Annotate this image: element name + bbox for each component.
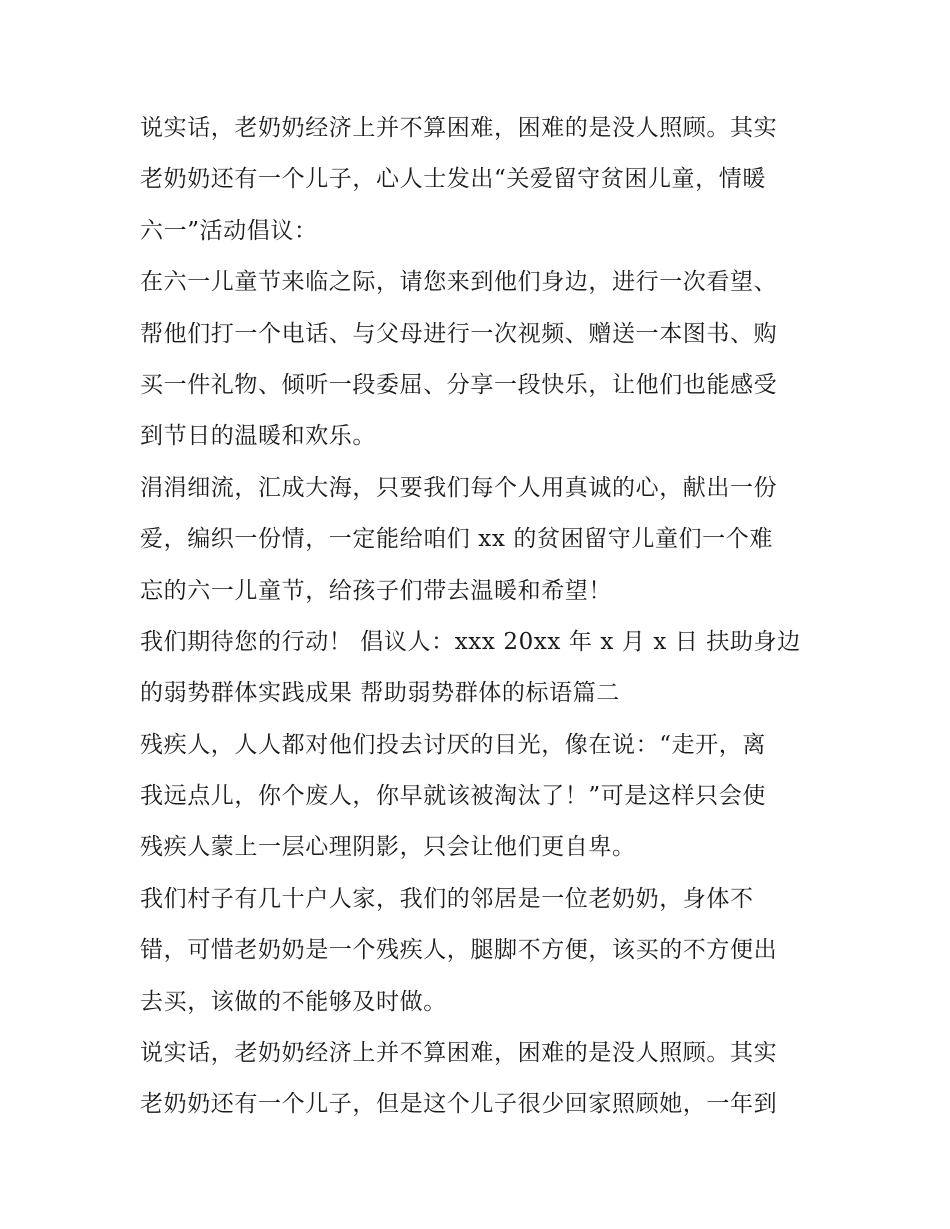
text-line: 涓涓细流，汇成大海，只要我们每个人用真诚的心，献出一份 [140,474,778,501]
text-line: 帮他们打一个电话、与父母进行一次视频、赠送一本图书、购 [140,320,778,347]
text-line: 到节日的温暖和欢乐。 [140,423,376,450]
text-line: 在六一儿童节来临之际，请您来到他们身边，进行一次看望、 [140,269,778,296]
text-line: 老奶奶还有一个儿子，心人士发出“关爱留守贫困儿童，情暖 [140,166,766,193]
text-line: 说实话，老奶奶经济上并不算困难，困难的是没人照顾。其实 [140,115,778,141]
text-line: 说实话，老奶奶经济上并不算困难，困难的是没人照顾。其实 [140,1040,778,1067]
text-line: 忘的六一儿童节，给孩子们带去温暖和希望！ [140,577,612,604]
text-line: 的弱势群体实践成果 帮助弱势群体的标语篇二 [140,680,620,707]
text-line: 买一件礼物、倾听一段委屈、分享一段快乐，让他们也能感受 [140,371,778,398]
text-line: 残疾人，人人都对他们投去讨厌的目光，像在说：“走开，离 [140,731,766,758]
text-line: 残疾人蒙上一层心理阴影，只会让他们更自卑。 [140,834,636,861]
text-line: 我们村子有几十户人家，我们的邻居是一位老奶奶，身体不 [140,885,754,912]
text-line: 我远点儿，你个废人，你早就该被淘汰了！”可是这样只会使 [140,783,766,810]
text-line: 六一”活动倡议： [140,217,318,244]
text-line: 爱，编织一份情，一定能给咱们 xx 的贫困留守儿童们一个难 [140,526,773,553]
text-line: 老奶奶还有一个儿子，但是这个儿子很少回家照顾她，一年到 [140,1091,778,1118]
document-body [140,103,830,1131]
text-line: 去买，该做的不能够及时做。 [140,988,447,1015]
text-line: 错，可惜老奶奶是一个残疾人，腿脚不方便，该买的不方便出 [140,937,778,964]
text-line: 我们期待您的行动！ 倡议人：xxx 20xx 年 x 月 x 日 扶助身边 [140,628,801,655]
